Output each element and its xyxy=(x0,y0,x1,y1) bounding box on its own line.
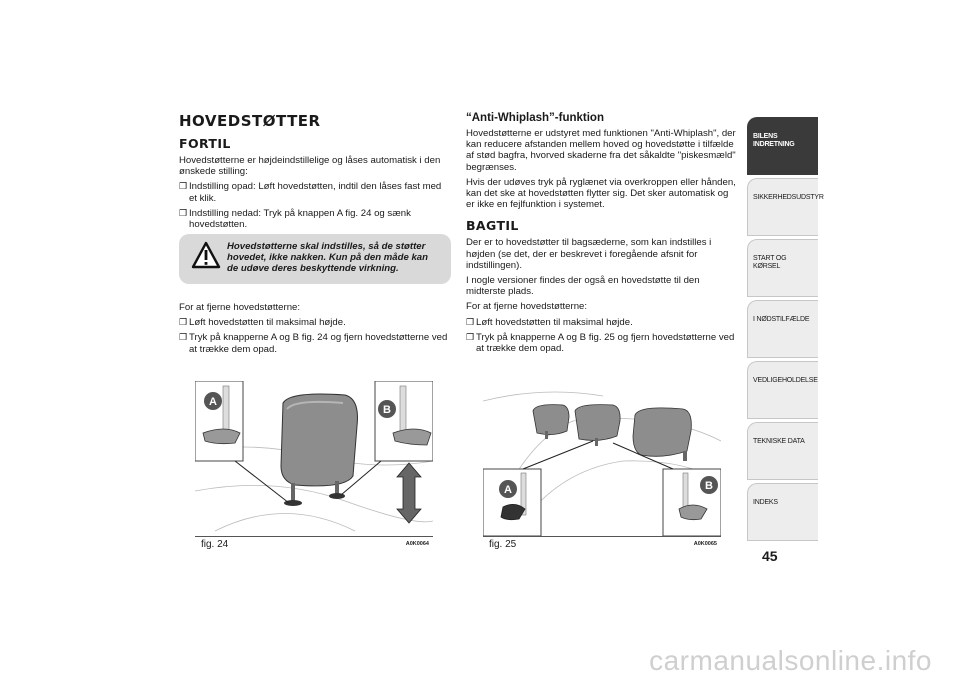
figure-code: A0K0065 xyxy=(693,541,717,547)
tab-vedligeholdelse[interactable]: VEDLIGEHOLDELSE xyxy=(747,361,818,419)
bullet-glyph: ❒ xyxy=(466,331,475,342)
headrest-rear-illustration xyxy=(483,381,721,536)
tab-i-nodstilfaelde[interactable]: I NØDSTILFÆLDE xyxy=(747,300,818,358)
paragraph: Hvis der udøves tryk på ryglænet via overkroppen eller hånden, kan det ske at hovedstøtten flytter sig. Det sker automatisk og er ikke en fejlfunktion i systemet. xyxy=(466,176,736,211)
figure-24 xyxy=(195,381,433,550)
bullet-item: ❒ Løft hovedstøtten til maksimal højde. xyxy=(179,317,346,329)
bullet-glyph: ❒ xyxy=(179,181,188,192)
page-number: 45 xyxy=(762,548,778,564)
bullet-glyph: ❒ xyxy=(179,207,188,218)
section-title: HOVEDSTØTTER xyxy=(179,112,321,130)
warning-box xyxy=(179,234,451,284)
chapter-tabs xyxy=(747,117,824,544)
figure-25 xyxy=(483,381,721,550)
warning-text: Hovedstøtterne skal indstilles, så de støtter hovedet, ikke nakken. Kun på den måde kan de udøve deres beskyttende virkning. xyxy=(227,241,429,274)
remove-intro: For at fjerne hovedstøtterne: xyxy=(466,301,588,313)
intro-paragraph: Hovedstøtterne er højdeindstillelige og låses automatisk i den ønskede stilling: xyxy=(179,155,441,178)
label-b: B xyxy=(383,404,391,416)
figure-caption: fig. 24 xyxy=(201,539,229,550)
tab-tekniske-data[interactable]: TEKNISKE DATA xyxy=(747,422,818,480)
bullet-glyph: ❒ xyxy=(179,332,188,343)
paragraph: Hovedstøtterne er udstyret med funktionen "Anti-Whiplash", der kan reducere afstanden mellem hoved og hovedstøtte i tilfælde af stød bagfra, hvorved skaderne fra det såkaldte "piskesmæld" begrænses. xyxy=(466,128,736,173)
paragraph: Der er to hovedstøtter til bagsæderne, som kan indstilles i højden (se det, der er beskrevet i foregående afsnit for indstillingen). xyxy=(466,237,712,271)
tab-indeks[interactable]: INDEKS xyxy=(747,483,818,541)
warning-icon xyxy=(191,241,221,269)
tab-bilens-indretning[interactable]: BILENS INDRETNING xyxy=(747,117,818,175)
bullet-item: ❒ Indstilling opad: Løft hovedstøtten, indtil den låses fast med et klik. xyxy=(179,181,442,204)
bullet-item: ❒ Tryk på knapperne A og B fig. 24 og fjern hovedstøtterne ved at trække dem opad. xyxy=(179,332,448,355)
label-a: A xyxy=(504,484,512,496)
label-a: A xyxy=(209,396,217,408)
figure-code: A0K0064 xyxy=(405,541,429,547)
subsection-title-rear: BAGTIL xyxy=(466,218,519,234)
headrest-front-illustration xyxy=(195,381,433,536)
left-remove-section xyxy=(179,302,451,359)
right-column xyxy=(466,112,738,358)
bullet-item: ❒ Indstilling nedad: Tryk på knappen A fig. 24 og sænk hovedstøtten. xyxy=(179,207,411,231)
subsection-title-front: FORTIL xyxy=(179,136,231,151)
tab-start-og-korsel[interactable]: START OG KØRSEL xyxy=(747,239,818,297)
label-b: B xyxy=(705,480,713,492)
paragraph: I nogle versioner findes der også en hovedstøtte til den midterste plads. xyxy=(466,275,700,298)
bullet-glyph: ❒ xyxy=(179,317,188,328)
figure-caption: fig. 25 xyxy=(489,539,517,550)
watermark: carmanualsonline.info xyxy=(649,645,932,676)
bullet-glyph: ❒ xyxy=(466,316,475,327)
tab-sikkerhedsudstyr[interactable]: SIKKERHEDSUDSTYR xyxy=(747,178,818,236)
bullet-item: ❒ Tryk på knapperne A og B fig. 25 og fjern hovedstøtterne ved at trække dem opad. xyxy=(466,331,735,355)
left-column xyxy=(179,112,451,234)
remove-intro: For at fjerne hovedstøtterne: xyxy=(179,302,301,313)
anti-whiplash-heading: “Anti-Whiplash”-funktion xyxy=(466,112,604,124)
bullet-item: ❒ Løft hovedstøtten til maksimal højde. xyxy=(466,316,633,328)
